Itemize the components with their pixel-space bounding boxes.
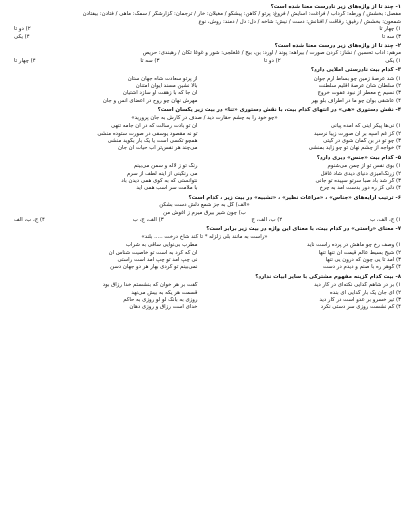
option[interactable]: ۲) ب، الف، ج xyxy=(251,216,283,223)
verse-left: همچو تکسی است یا یک بار بگوید منشی xyxy=(107,137,198,144)
question-6-line-1: «الف) گل به جز شمع دلش دست بشکن xyxy=(159,202,250,209)
verse-right[interactable]: ۲) ای جان یک بار گدایی ای بنده xyxy=(329,289,401,296)
verse-left: آن تو بادت رسالت که در آن جامه تنهی xyxy=(110,123,198,130)
verse-left: روزی به بانک لو لو روزی به حاکم xyxy=(123,297,198,304)
question-3-title: ۳- کدام بیت نادرستی املایی دارد؟ xyxy=(310,67,401,74)
verse-left: می‌چند هر نفس‌تر آب حیات آن جان xyxy=(118,145,198,152)
verse-left: آن که کرد به است تو خاصیت شناس آن xyxy=(108,249,198,256)
verse-right[interactable]: ۳) چو تو در بن گمان شوی در گیتی xyxy=(323,137,401,144)
verse-right[interactable]: ۳) نسیم خ معطر از نبود عفوت خروج xyxy=(317,90,401,97)
question-2-text: مرهم: آداب تحسین / نشاز: کردن صورت / بیراهه: پوند / اورد: بن، بیخ / غلغلجی: شور و غوغا تکان / رهبندی: حریص xyxy=(142,50,401,57)
question-6-options xyxy=(8,217,401,224)
verse-right[interactable]: ۱) بر در شاهم گدایی نکته‌ای در کار دید xyxy=(314,282,401,289)
verse-left: رنگ تو ز لاله و سمن می‌بینم xyxy=(133,163,198,170)
question-1-options-2 xyxy=(8,34,401,41)
verse-right[interactable]: ۱) بوی نفس تو از چمن می‌شنوم xyxy=(327,163,401,170)
question-2-title: ۲- چند تا از واژه‌های زیر درست معنا شده است؟ xyxy=(274,43,401,50)
question-1-text: مفصل: بخشش / ورطه: گرداب / فراغت: آسایش / فروغ: پرتو / کاهن: پیشگو / مغیلان: خار / ترجمان: گزارشگر / سمک: ماهی / فتادن: بیفتادن xyxy=(82,11,401,18)
option[interactable]: ۳) سه تا xyxy=(382,33,401,40)
verse-left: نتوانستی که به کوی همی دیدن باد xyxy=(121,177,198,184)
question-7-title: ۷- معنای «راستی» در کدام بیت، با معنای این واژه در بیت زیر برابر است؟ xyxy=(206,226,401,233)
question-4-title: ۴- نقش دستوری «هی» در انتهای کدام بیت، با نقش دستوری «تنا» در بیت زیر یکسان است؟ xyxy=(157,107,401,114)
verse-right[interactable]: ۲) شیخ بسیط عالم قیمت آن تنها تنها xyxy=(318,249,401,256)
option[interactable]: ۳) الف، ج، ب xyxy=(132,216,164,223)
verse-right[interactable]: ۴) عاشقی بوان چو ما در اطراف بلو بهر xyxy=(311,97,401,104)
question-3-verses xyxy=(8,76,401,106)
question-6-line-2: ب) چون شیر بیرق میرم ز آغوش من xyxy=(163,209,246,216)
verse-right[interactable]: ۴) دلی کز ره دور بدست آمد به چرخ xyxy=(319,185,401,192)
question-6-title: ۶- ترتیب آرایه‌های «جناس» ، «مراعات نظیر» ، «تشبیه» در بیت زیر ، کدام است؟ xyxy=(188,194,401,201)
verse-left: نی چپ آمد تو چپ آمد است راستی xyxy=(117,257,198,263)
question-8-title: ۸- بیت کدام گزینه مفهوم مشترکی با سایر ابیات ندارد؟ xyxy=(255,273,401,280)
verse-right[interactable]: ۳) گر شد باد صبا سرتو سپیده تو جانی xyxy=(315,177,401,184)
question-2-options xyxy=(8,58,401,65)
question-5-title: ۵- کدام بیت «جنس» دیری دارد؟ xyxy=(316,154,401,161)
option[interactable]: ۴) چهار تا xyxy=(14,57,36,64)
question-7-verses xyxy=(8,242,401,272)
verse-right[interactable]: ۴) گوهر ره با صنم و دیدم در دست xyxy=(322,264,401,271)
question-4-verse: «چو خود را به چشم حقارت دید / صدف در کارش به جان پرورید» xyxy=(131,114,278,121)
verse-left: قسمت هر یکه به بیش می‌نهد xyxy=(131,289,198,296)
verse-left: بالا نشین مسند ایوان امتنان xyxy=(135,83,198,90)
verse-left: نمی‌بینم تو کردی بهار هر دو جهان دسن xyxy=(110,264,198,271)
question-7-verse: «راست به مانند بلی زلزله * تا کند شاخ درخت ..... بلند» xyxy=(141,233,268,240)
question-1-text-2: شمعون: بخشش / رفیق: رفاقت / افنانش: دست / نیش: شاخه / دل: دل / دمند: روش، نوع xyxy=(198,18,401,25)
verse-left: از پرتو سعادت شاه جهان ستان xyxy=(127,75,198,82)
option[interactable]: ۲) دو تا xyxy=(14,26,31,33)
verse-left: آن جا که با زهقت او سازد آشتیان xyxy=(122,90,198,97)
verse-right[interactable]: ۲) کز غم اسپه بر آن صورت زیبا نرسید xyxy=(314,130,401,137)
verse-left: مهرش نهان چو روح در اعضای انس و جان xyxy=(102,97,198,104)
verse-left: با ملامت سر اسب همی آید xyxy=(136,185,198,192)
verse-right[interactable]: ۲) زرنگ‌آمیزی دنیای دیدی شاد غافل xyxy=(320,170,401,177)
verse-right[interactable]: ۳) آمد تا یی چون که درون یی تنها xyxy=(325,257,401,263)
option[interactable]: ۴) ج، ب، الف xyxy=(14,216,45,223)
question-1-title: ۱- چند تا از واژه‌های زیر نادرست معنا شده است؟ xyxy=(270,4,401,10)
verse-right[interactable]: ۱) وصف رخ چو ماهش در پرده راست ناید xyxy=(306,242,401,249)
verse-right[interactable]: ۴) خواجه از چشم نهان تو چو زاید بمنشی xyxy=(308,145,401,152)
option[interactable]: ۱) یکی xyxy=(385,57,401,64)
option[interactable]: ۳) سه تا xyxy=(140,57,160,64)
option[interactable]: ۱) ج، الف، ب xyxy=(370,216,401,223)
verse-right[interactable]: ۴) کم نشست روزی سر دستی نکرد xyxy=(320,304,401,311)
question-8-verses xyxy=(8,282,401,312)
question-1-options xyxy=(8,26,401,33)
question-5-verses xyxy=(8,163,401,193)
verse-left: خدای است رزاق و روزی دهان xyxy=(129,304,198,311)
option[interactable]: ۲) دو تا xyxy=(264,57,281,64)
verse-left: می رنگینی از آینه لطف از سرم xyxy=(126,170,198,177)
option[interactable]: ۱) چهار تا xyxy=(379,26,401,33)
verse-right[interactable]: ۱) نی‌ها پیکر اینی که آمده پیانی xyxy=(330,123,401,130)
verse-right[interactable]: ۲) سلطان شان عرصهٔ اقلیم سلطنت xyxy=(318,83,401,90)
option[interactable]: ۴) یکی xyxy=(14,33,30,40)
verse-left: مطرب بی‌نوایی ساقی به شراب xyxy=(125,242,198,249)
verse-left: گفت بر هر خوان که بنشستم خدا رزاق بود xyxy=(102,282,198,289)
question-4-verses xyxy=(8,123,401,153)
verse-left: تو نه مقصود یوسفی در صورت ستوده منشی xyxy=(97,130,198,137)
verse-right[interactable]: ۱) شد عرصهٔ زمین چو بساط ارم جوان xyxy=(313,75,401,82)
verse-right[interactable]: ۳) تیر خسرو بر عدو است در کار دید xyxy=(319,297,401,304)
